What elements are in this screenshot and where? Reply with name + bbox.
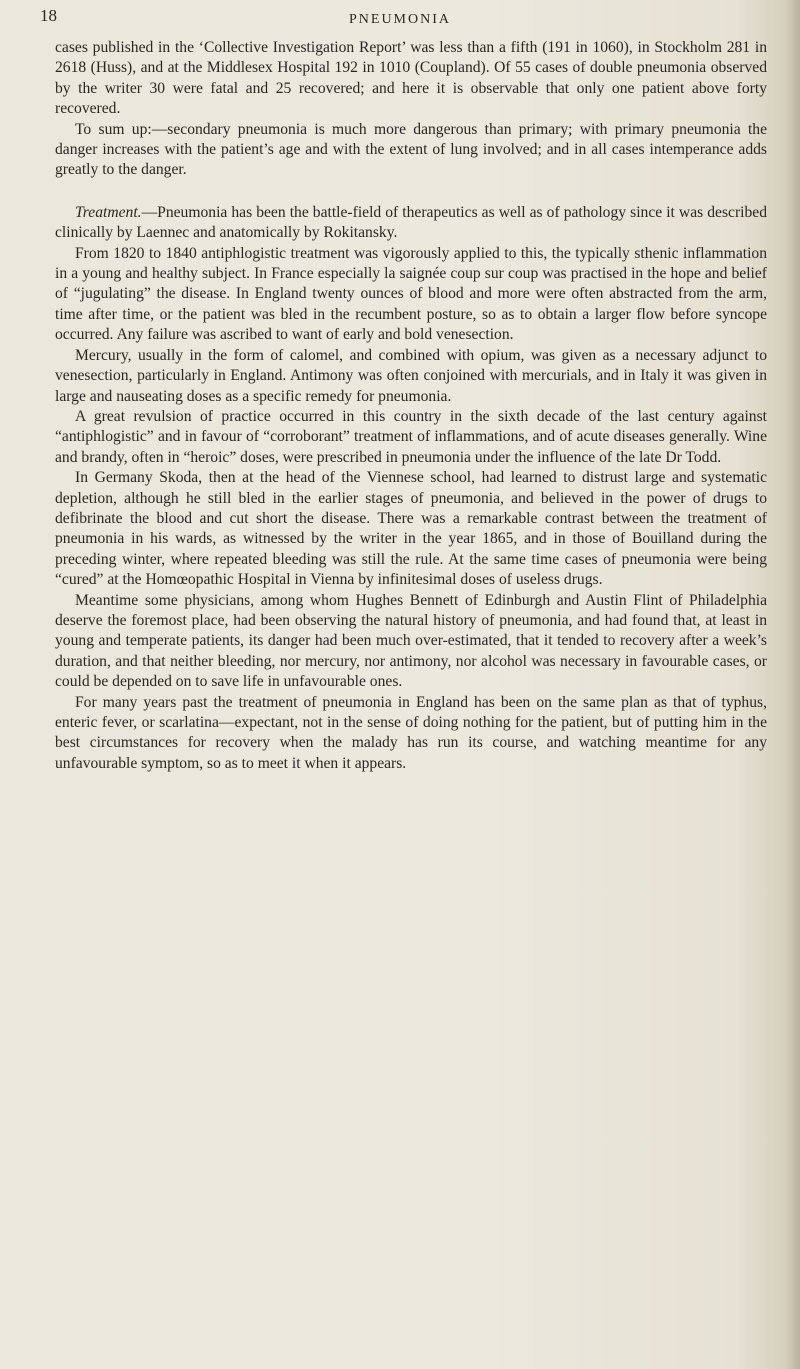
paragraph-7: In Germany Skoda, then at the head of the Viennese school, had learned to distrust large and systematic depletion, although he still bled in the earlier stages of pneumonia, and believed in the power of drugs to defibrinate the blood and cut short the disease. There was a remarkable contrast between the treatment of pneumonia in his wards, as witnessed by the writer in the year 1865, and in those of Bouilland during the preceding winter, where repeated bleeding was still the rule. At the same time cases of pneumonia were being “cured” at the Homœopathic Hospital in Vienna by infinitesimal doses of useless drugs. <box>55 469 767 589</box>
running-head: PNEUMONIA <box>349 12 451 27</box>
paragraph-1: cases published in the ‘Collective Investigation Report’ was less than a fifth (191 in 1060), in Stockholm 281 in 2618 (Huss), and at the Middlesex Hospital 192 in 1010 (Coupland). Of 55 cases of double pneumonia observed by the writer 30 were fatal and 25 recovered; and here it is observable that only one patient above forty recovered. <box>55 39 767 118</box>
paragraph-8: Meantime some physicians, among whom Hughes Bennett of Edinburgh and Austin Flint of Philadelphia deserve the foremost place, had been observing the natural history of pneumonia, and had found that, at least in young and temperate patients, its danger had been much over-estimated, that it tended to recovery after a week’s duration, and that neither bleeding, nor mercury, nor antimony, nor alcohol was necessary in favourable cases, or could be depended on to save life in unfavourable ones. <box>55 591 767 691</box>
paragraph-6: A great revulsion of practice occurred in this country in the sixth decade of the last century against “antiphlogistic” and in favour of “corroborant” treatment of inflammations, and of acute diseases generally. Wine and brandy, often in “heroic” doses, were prescribed in pneumonia under the influence of the late Dr Todd. <box>55 407 767 466</box>
paragraph-2: To sum up:—secondary pneumonia is much more dangerous than primary; with primary pneumonia the danger increases with the patient’s age and with the extent of lung involved; and in all cases intemperance adds greatly to the danger. <box>55 120 767 179</box>
paragraph-5: Mercury, usually in the form of calomel, and combined with opium, was given as a necessary adjunct to venesection, particularly in England. Antimony was often conjoined with mercurials, and in Italy it was given in large and nauseating doses as a specific remedy for pneumonia. <box>55 346 767 405</box>
section-heading-treatment: Treatment. <box>75 203 142 221</box>
paragraph-9: For many years past the treatment of pneumonia in England has been on the same plan as that of typhus, enteric fever, or scarlatina—expectant, not in the sense of doing nothing for the patient, but of putting him in the best circumstances for recovery when the malady has run its course, and watching meantime for any unfavourable symptom, so as to meet it when it appears. <box>55 693 767 772</box>
page-number: 18 <box>40 6 57 25</box>
body-text <box>55 38 767 774</box>
paragraph-treatment <box>55 203 767 244</box>
paragraph-4: From 1820 to 1840 antiphlogistic treatment was vigorously applied to this, the typically sthenic inflammation in a young and healthy subject. In France especially la saignée coup sur coup was practised in the hope and belief of “jugulating” the disease. In England twenty ounces of blood and more were often abstracted from the arm, time after time, or the patient was bled in the recumbent posture, so as to obtain a larger flow before syncope occurred. Any failure was ascribed to want of early and bold venesection. <box>55 244 767 344</box>
page-edge-shadow <box>786 0 800 1369</box>
paragraph-3-text: —Pneumonia has been the battle-field of therapeutics as well as of pathology since it was described clinically by Laennec and anatomically by Rokitansky. <box>55 203 767 242</box>
